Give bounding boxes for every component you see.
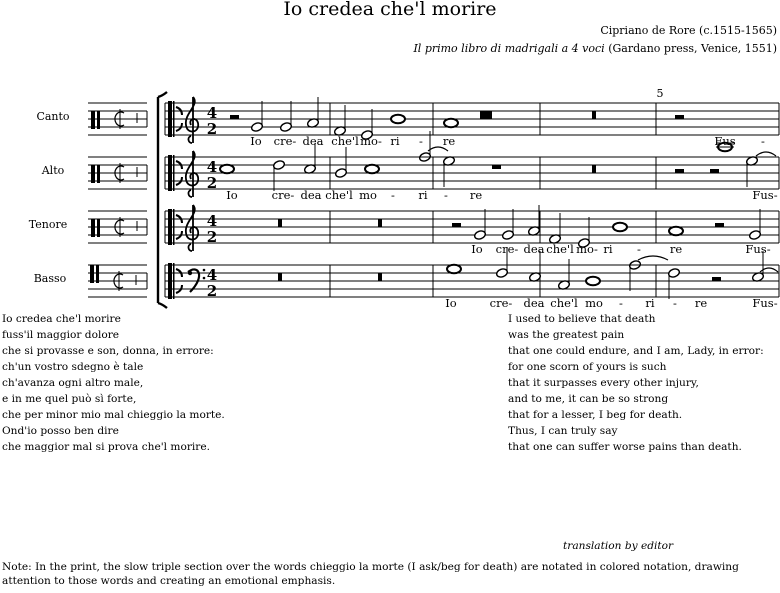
lyric-syllable: Fus- [745, 242, 771, 256]
time-signature-top: 4 [206, 266, 218, 284]
lyric-syllable: - [637, 242, 641, 256]
poem-line-italian: che si provasse e son, donna, in errore: [2, 345, 214, 357]
lyric-syllable: ri [390, 134, 400, 148]
poem-line-english: I used to believe that death [508, 313, 656, 325]
system-bracket [158, 92, 167, 308]
whole-note [613, 223, 627, 231]
lyric-syllable: mo- [360, 134, 382, 148]
mensural-clef-part [96, 265, 99, 283]
poem-line-english: that one could endure, and I am, Lady, in error: [508, 345, 764, 357]
c-clef [168, 263, 172, 299]
lyrics [226, 134, 777, 310]
bass-clef-dot [188, 271, 192, 275]
c-clef-line [173, 101, 175, 137]
poem-line-english: was the greatest pain [508, 329, 625, 341]
poem-line-italian: ch'un vostro sdegno è tale [2, 361, 144, 373]
whole-note [391, 115, 405, 123]
c-clef [168, 209, 172, 245]
whole-note [220, 165, 234, 173]
lyric-syllable: Io [250, 134, 262, 148]
lyric-syllable: cre- [273, 134, 297, 148]
lyric-syllable: - [761, 134, 765, 148]
tie [638, 256, 668, 260]
mensural-clef [90, 265, 94, 283]
time-signature-bottom: 2 [206, 282, 218, 300]
source-publisher: (Gardano press, Venice, 1551) [604, 42, 777, 55]
time-signature-bottom: 2 [206, 120, 218, 138]
half-rest [675, 115, 684, 119]
mensural-clef-part [97, 219, 100, 237]
mensural-clef-part [97, 111, 100, 129]
c-clef-line [173, 263, 175, 299]
voice-label-tenore: Tenore [28, 218, 68, 231]
whole-note [586, 277, 600, 285]
half-rest [710, 169, 719, 173]
lyric-syllable: Io [226, 188, 238, 202]
lyric-syllable: Fus- [752, 188, 778, 202]
poem-line-english: and to me, it can be so strong [508, 393, 669, 405]
poem-line-italian: fuss'il maggior dolore [2, 329, 120, 341]
time-signature-top: 4 [206, 212, 218, 230]
time-signature-top: 4 [206, 104, 218, 122]
whole-rest [492, 165, 501, 169]
lyric-syllable: re [469, 188, 483, 202]
breve-rest [480, 111, 492, 119]
c-clef-line [173, 209, 175, 245]
lyric-syllable: re [669, 242, 683, 256]
lyric-syllable: dea [523, 242, 545, 256]
poem-line-english: that it surpasses every other injury, [508, 377, 699, 389]
lyric-syllable: dea [300, 188, 322, 202]
c-clef-line [173, 155, 175, 191]
breve-rest [278, 273, 282, 281]
lyric-syllable: re [442, 134, 456, 148]
lyric-syllable: - [391, 188, 395, 202]
voice-label-alto: Alto [41, 164, 65, 177]
lyric-syllable: che'l [546, 242, 574, 256]
whole-note [669, 227, 683, 235]
poem-line-italian: Ond'io posso ben dire [2, 425, 119, 437]
treble-clef [186, 205, 198, 251]
lyric-syllable: - [673, 296, 677, 310]
voice-label-basso: Basso [33, 272, 67, 285]
mensural-clef [91, 219, 95, 237]
lyric-syllable: cre- [495, 242, 519, 256]
composer-credit: Cipriano de Rore (c.1515-1565) [600, 24, 777, 37]
score-title: Io credea che'l morire [283, 0, 497, 20]
c-clef [168, 155, 172, 191]
mensural-clef-part [97, 165, 100, 183]
lyric-syllable: ri [603, 242, 613, 256]
lyric-syllable: Fus- [752, 296, 778, 310]
breve-rest [592, 111, 596, 119]
lyric-syllable: mo- [576, 242, 598, 256]
lyric-syllable: dea [302, 134, 324, 148]
poem-line-english: that for a lesser, I beg for death. [508, 409, 683, 421]
half-rest [452, 223, 461, 227]
poem-line-italian: e in me quel può sì forte, [2, 393, 137, 405]
treble-clef [186, 97, 198, 143]
whole-note [444, 119, 458, 127]
translator-credit: translation by editor [563, 540, 674, 552]
voice-label-canto: Canto [36, 110, 70, 123]
time-signature-top: 4 [206, 158, 218, 176]
treble-clef [186, 151, 198, 197]
lyric-syllable: - [619, 296, 623, 310]
lyric-syllable: ri [645, 296, 655, 310]
breve-rest [592, 165, 596, 173]
breve-rest [378, 219, 382, 227]
lyric-syllable: Fus [714, 134, 736, 148]
lyric-syllable: - [419, 134, 423, 148]
lyric-syllable: dea [523, 296, 545, 310]
breve-rest [278, 219, 282, 227]
measure-number: 5 [656, 87, 664, 100]
lyric-syllable: Io [445, 296, 457, 310]
time-signature-bottom: 2 [206, 174, 218, 192]
lyric-syllable: ri [418, 188, 428, 202]
poem-line-italian: ch'avanza ogni altro male, [2, 377, 144, 389]
poem-line-english: Thus, I can truly say [508, 425, 618, 437]
mensural-clef [91, 165, 95, 183]
mensural-clef [91, 111, 95, 129]
poem-line-italian: Io credea che'l morire [2, 313, 121, 325]
editorial-note: Note: In the print, the slow triple section over the words chieggio la morte (I ask/beg for death) are notated in colored notation, drawing attention to those words and creating an emotional emphasis. [2, 561, 739, 587]
c-clef [168, 101, 172, 137]
lyric-syllable: cre- [489, 296, 513, 310]
lyric-syllable: che'l [325, 188, 353, 202]
lyric-syllable: che'l [331, 134, 359, 148]
time-signature-bottom: 2 [206, 228, 218, 246]
lyric-syllable: mo [359, 188, 377, 202]
poem-line-italian: che maggior mal si prova che'l morire. [2, 441, 210, 453]
tie [756, 152, 776, 156]
half-rest [230, 115, 239, 119]
half-rest [715, 223, 724, 227]
half-rest [712, 277, 721, 281]
half-rest [675, 169, 684, 173]
source-title: Il primo libro di madrigali a 4 voci [413, 42, 605, 55]
lyric-syllable: mo [585, 296, 603, 310]
bass-clef-dot [203, 269, 206, 272]
whole-note [447, 265, 461, 273]
lyric-syllable: - [444, 188, 448, 202]
lyric-syllable: re [694, 296, 708, 310]
poem-line-italian: che per minor mio mal chieggio la morte. [2, 409, 225, 421]
poem-line-english: for one scorn of yours is such [508, 361, 667, 373]
breve-rest [378, 273, 382, 281]
lyric-syllable: che'l [550, 296, 578, 310]
bass-clef-dot [203, 277, 206, 280]
whole-note [365, 165, 379, 173]
lyric-syllable: Io [471, 242, 483, 256]
lyric-syllable: cre- [271, 188, 295, 202]
poem-line-english: that one can suffer worse pains than death. [508, 441, 742, 453]
